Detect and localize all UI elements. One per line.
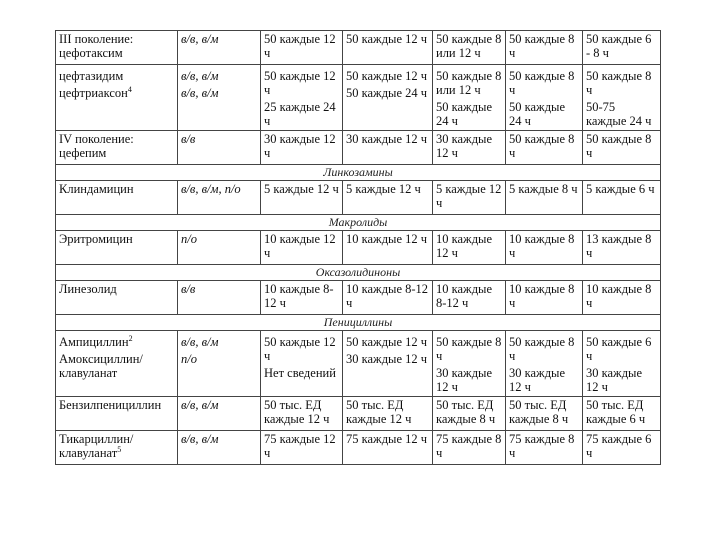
dose-line: 50 каждые 8 или 12 ч [436,69,502,97]
dose-cell [343,65,433,131]
dose-cell: 10 каждые 8 ч [506,281,583,315]
route-cell: в/в, в/м [178,431,261,465]
dose-cell: 50 тыс. ЕД каждые 12 ч [343,397,433,431]
drug-name-cell [56,331,178,397]
table-row [56,131,661,165]
footnote-mark: 5 [117,444,122,454]
category-row [56,215,661,231]
route-line: в/в, в/м [181,86,219,100]
route-cell: в/в [178,281,261,315]
dose-cell: 30 каждые 12 ч [433,131,506,165]
route-cell: в/в, в/м [178,31,261,65]
dose-cell: 75 каждые 8 ч [433,431,506,465]
dose-cell [506,65,583,131]
dose-cell: 50 каждые 8 или 12 ч [433,31,506,65]
dose-cell [433,65,506,131]
dose-line: 50 каждые 12 ч [264,69,336,97]
category-label: Макролиды [56,215,661,231]
dose-line: 50 каждые 8 ч [509,335,575,363]
drug-name: Клиндамицин [59,182,134,196]
table-row [56,331,661,397]
drug-name-line [59,352,174,380]
dose-cell: 10 каждые 12 ч [433,231,506,265]
drug-name-line [59,69,174,83]
drug-name: IV поколение: цефепим [59,132,134,160]
category-row [56,265,661,281]
route-cell: п/о [178,231,261,265]
drug-name-cell [56,31,178,65]
dose-cell: 10 каждые 8-12 ч [261,281,343,315]
dose-cell [583,65,661,131]
category-label: Оксазолидиноны [56,265,661,281]
drug-name-cell [56,397,178,431]
dose-line: 50 каждые 12 ч [346,335,428,349]
dose-cell: 10 каждые 8 ч [506,231,583,265]
drug-name-line [59,86,174,100]
drug-name-cell [56,181,178,215]
dose-cell: 5 каждые 12 ч [343,181,433,215]
dose-line: 50-75 каждые 24 ч [586,100,652,128]
dose-line: 30 каждые 12 ч [436,366,492,394]
drug-name-cell [56,281,178,315]
route-line: п/о [181,352,197,366]
table-row [56,31,661,65]
drug-name-cell [56,131,178,165]
dose-cell: 10 каждые 8-12 ч [433,281,506,315]
dose-line: 50 каждые 8 ч [436,335,502,363]
dose-cell: 75 каждые 6 ч [583,431,661,465]
drug-name: Ампициллин [59,335,129,349]
dose-line: 50 каждые 24 ч [509,100,565,128]
dose-cell: 50 каждые 12 ч [261,31,343,65]
dose-cell [433,331,506,397]
dose-line: 50 каждые 6 ч [586,335,652,363]
table-row [56,281,661,315]
category-row [56,165,661,181]
dose-line: 25 каждые 24 ч [264,100,336,128]
drug-name: цефтазидим [59,69,124,83]
drug-name-cell [56,431,178,465]
dose-cell: 30 каждые 12 ч [343,131,433,165]
drug-name: Бензилпенициллин [59,398,162,412]
dose-cell: 10 каждые 8-12 ч [343,281,433,315]
dose-cell: 5 каждые 12 ч [261,181,343,215]
dose-cell: 10 каждые 12 ч [343,231,433,265]
dose-cell: 5 каждые 8 ч [506,181,583,215]
dose-cell: 10 каждые 12 ч [261,231,343,265]
drug-name: цефтриаксон [59,86,128,100]
route-cell [178,331,261,397]
dose-line: 50 каждые 8 ч [509,69,575,97]
dose-cell: 50 каждые 8 ч [583,131,661,165]
dose-line: 50 каждые 8 ч [586,69,652,97]
drug-name: Эритромицин [59,232,133,246]
table-row [56,65,661,131]
drug-name: Амоксициллин/клавуланат [59,352,143,380]
table-row [56,397,661,431]
dose-line: Нет сведений [264,366,336,380]
route-cell [178,65,261,131]
dose-cell: 50 тыс. ЕД каждые 12 ч [261,397,343,431]
route-cell: в/в, в/м, п/о [178,181,261,215]
drug-name: Линезолид [59,282,117,296]
dose-cell: 50 тыс. ЕД каждые 6 ч [583,397,661,431]
footnote-mark: 4 [127,84,132,94]
dosage-table-body [56,31,661,465]
dose-cell: 50 каждые 8 ч [506,131,583,165]
dose-cell [261,331,343,397]
dose-cell: 50 тыс. ЕД каждые 8 ч [506,397,583,431]
drug-name: III поколение: цефотаксим [59,32,134,60]
dose-line: 50 каждые 12 ч [346,69,428,83]
table-row [56,231,661,265]
dose-cell: 75 каждые 12 ч [261,431,343,465]
drug-name-cell [56,231,178,265]
route-line: в/в, в/м [181,335,219,349]
dose-line: 50 каждые 24 ч [346,86,428,100]
dose-cell: 50 каждые 6 - 8 ч [583,31,661,65]
category-label: Пенициллины [56,315,661,331]
drug-name: Тикарциллин/клавуланат [59,432,134,460]
dose-cell: 50 каждые 12 ч [343,31,433,65]
dose-cell: 75 каждые 8 ч [506,431,583,465]
table-row [56,181,661,215]
table-row [56,431,661,465]
dose-cell: 10 каждые 8 ч [583,281,661,315]
route-cell: в/в [178,131,261,165]
dose-cell: 75 каждые 12 ч [343,431,433,465]
dose-cell [261,65,343,131]
dose-line: 50 каждые 12 ч [264,335,336,363]
dosage-table [55,30,661,465]
dose-cell: 5 каждые 6 ч [583,181,661,215]
dose-line: 50 каждые 24 ч [436,100,492,128]
footnote-mark: 2 [128,333,133,343]
dose-cell: 30 каждые 12 ч [261,131,343,165]
route-line: в/в, в/м [181,69,219,83]
drug-name-cell [56,65,178,131]
category-row [56,315,661,331]
route-cell: в/в, в/м [178,397,261,431]
dose-line: 30 каждые 12 ч [346,352,428,366]
dose-cell: 50 каждые 8 ч [506,31,583,65]
dose-cell [506,331,583,397]
dose-cell: 5 каждые 12 ч [433,181,506,215]
dose-cell: 50 тыс. ЕД каждые 8 ч [433,397,506,431]
dose-line: 30 каждые 12 ч [509,366,565,394]
dose-line: 30 каждые 12 ч [586,366,642,394]
drug-name-line [59,335,174,349]
category-label: Линкозамины [56,165,661,181]
dose-cell: 13 каждые 8 ч [583,231,661,265]
dose-cell [583,331,661,397]
dose-cell [343,331,433,397]
